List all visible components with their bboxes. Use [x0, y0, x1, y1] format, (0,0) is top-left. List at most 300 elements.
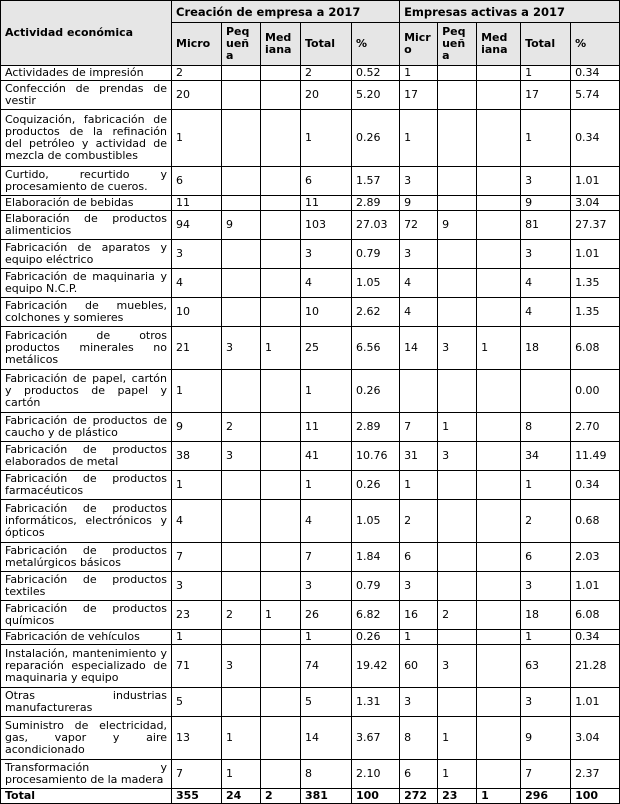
table-row: [1, 327, 620, 370]
table-row: [1, 630, 620, 645]
creation-percent-cell: 0.52: [352, 66, 400, 81]
active-micro-cell: 4: [400, 298, 438, 327]
active-total-cell: 2: [521, 500, 571, 543]
active-total-cell: 7: [521, 760, 571, 789]
activity-cell: Fabricación de muebles, colchones y somieres: [1, 298, 172, 327]
header-activity: Actividad económica: [1, 1, 172, 66]
creation-total-cell: 11: [301, 196, 352, 211]
creation-percent-cell: 1.84: [352, 543, 400, 572]
active-percent-cell: 2.37: [571, 760, 620, 789]
table-row: [1, 413, 620, 442]
active-total-cell: 18: [521, 327, 571, 370]
activity-cell: Fabricación de productos textiles: [1, 572, 172, 601]
active-total-cell: 1: [521, 471, 571, 500]
table-row: [1, 543, 620, 572]
creation-pequena-cell: [222, 370, 261, 413]
active-percent-cell: 3.04: [571, 717, 620, 760]
creation-percent-cell: 0.26: [352, 471, 400, 500]
active-percent-cell: 27.37: [571, 211, 620, 240]
table-body: [1, 66, 620, 789]
creation-micro-cell: 11: [172, 196, 222, 211]
table-row: [1, 572, 620, 601]
creation-mediana-cell: [261, 66, 301, 81]
creation-percent-cell: 0.26: [352, 110, 400, 167]
header-active-micro: Micr o: [400, 23, 438, 66]
total-creation-mediana: 2: [261, 789, 301, 804]
creation-percent-cell: 0.26: [352, 630, 400, 645]
activity-cell: Transformación y procesamiento de la madera: [1, 760, 172, 789]
active-total-cell: 9: [521, 196, 571, 211]
creation-micro-cell: 2: [172, 66, 222, 81]
creation-mediana-cell: [261, 413, 301, 442]
active-percent-cell: 0.34: [571, 110, 620, 167]
total-creation-pequena: 24: [222, 789, 261, 804]
creation-micro-cell: 1: [172, 630, 222, 645]
table-row: [1, 81, 620, 110]
active-mediana-cell: [477, 442, 521, 471]
activity-cell: Elaboración de bebidas: [1, 196, 172, 211]
creation-pequena-cell: 3: [222, 645, 261, 688]
active-micro-cell: 16: [400, 601, 438, 630]
table-row: [1, 196, 620, 211]
active-pequena-cell: 9: [438, 211, 477, 240]
creation-percent-cell: 2.89: [352, 196, 400, 211]
creation-percent-cell: 1.05: [352, 269, 400, 298]
activity-cell: Fabricación de papel, cartón y productos de papel y cartón: [1, 370, 172, 413]
creation-total-cell: 74: [301, 645, 352, 688]
active-total-cell: [521, 370, 571, 413]
active-pequena-cell: [438, 500, 477, 543]
active-micro-cell: 31: [400, 442, 438, 471]
creation-total-cell: 5: [301, 688, 352, 717]
active-mediana-cell: [477, 500, 521, 543]
creation-mediana-cell: 1: [261, 327, 301, 370]
table-row: [1, 760, 620, 789]
active-total-cell: 17: [521, 81, 571, 110]
activity-cell: Fabricación de productos metalúrgicos básicos: [1, 543, 172, 572]
creation-micro-cell: 3: [172, 572, 222, 601]
active-mediana-cell: [477, 630, 521, 645]
total-active-total: 296: [521, 789, 571, 804]
active-pequena-cell: 1: [438, 760, 477, 789]
active-percent-cell: 2.70: [571, 413, 620, 442]
active-mediana-cell: [477, 269, 521, 298]
header-active-percent: %: [571, 23, 620, 66]
active-mediana-cell: [477, 572, 521, 601]
creation-percent-cell: 5.20: [352, 81, 400, 110]
creation-micro-cell: 71: [172, 645, 222, 688]
creation-mediana-cell: [261, 370, 301, 413]
active-percent-cell: 1.01: [571, 688, 620, 717]
activity-cell: Fabricación de productos de caucho y de plástico: [1, 413, 172, 442]
creation-percent-cell: 0.26: [352, 370, 400, 413]
active-micro-cell: 3: [400, 572, 438, 601]
creation-percent-cell: 2.10: [352, 760, 400, 789]
table-row: [1, 240, 620, 269]
creation-micro-cell: 1: [172, 471, 222, 500]
header-creation-percent: %: [352, 23, 400, 66]
active-mediana-cell: 1: [477, 327, 521, 370]
creation-percent-cell: 27.03: [352, 211, 400, 240]
table-row: [1, 370, 620, 413]
creation-pequena-cell: 2: [222, 601, 261, 630]
creation-micro-cell: 4: [172, 500, 222, 543]
creation-pequena-cell: [222, 543, 261, 572]
creation-micro-cell: 38: [172, 442, 222, 471]
active-pequena-cell: 2: [438, 601, 477, 630]
active-micro-cell: 1: [400, 66, 438, 81]
table-row: [1, 471, 620, 500]
creation-total-cell: 26: [301, 601, 352, 630]
creation-total-cell: 4: [301, 269, 352, 298]
creation-total-cell: 1: [301, 370, 352, 413]
active-pequena-cell: [438, 688, 477, 717]
creation-total-cell: 1: [301, 471, 352, 500]
creation-percent-cell: 10.76: [352, 442, 400, 471]
creation-total-cell: 3: [301, 572, 352, 601]
active-percent-cell: 3.04: [571, 196, 620, 211]
header-creation-mediana: Med iana: [261, 23, 301, 66]
active-percent-cell: 2.03: [571, 543, 620, 572]
active-micro-cell: 14: [400, 327, 438, 370]
creation-percent-cell: 0.79: [352, 240, 400, 269]
active-micro-cell: 3: [400, 240, 438, 269]
active-percent-cell: 6.08: [571, 601, 620, 630]
total-active-percent: 100: [571, 789, 620, 804]
active-pequena-cell: [438, 110, 477, 167]
active-total-cell: 63: [521, 645, 571, 688]
active-pequena-cell: [438, 572, 477, 601]
activity-cell: Fabricación de maquinaria y equipo N.C.P.: [1, 269, 172, 298]
creation-mediana-cell: [261, 688, 301, 717]
active-pequena-cell: [438, 370, 477, 413]
table-row: [1, 110, 620, 167]
activity-cell: Actividades de impresión: [1, 66, 172, 81]
activity-cell: Fabricación de productos químicos: [1, 601, 172, 630]
activity-cell: Fabricación de productos elaborados de metal: [1, 442, 172, 471]
creation-total-cell: 1: [301, 110, 352, 167]
creation-pequena-cell: 3: [222, 442, 261, 471]
active-pequena-cell: [438, 66, 477, 81]
total-active-pequena: 23: [438, 789, 477, 804]
creation-micro-cell: 9: [172, 413, 222, 442]
active-pequena-cell: [438, 543, 477, 572]
creation-micro-cell: 13: [172, 717, 222, 760]
table-row: [1, 717, 620, 760]
creation-total-cell: 3: [301, 240, 352, 269]
table-row: [1, 66, 620, 81]
total-row: [1, 789, 620, 804]
active-total-cell: 6: [521, 543, 571, 572]
activity-cell: Fabricación de vehículos: [1, 630, 172, 645]
header-creation-group: Creación de empresa a 2017: [172, 1, 400, 23]
active-micro-cell: 1: [400, 630, 438, 645]
active-percent-cell: 0.34: [571, 66, 620, 81]
active-micro-cell: 1: [400, 471, 438, 500]
creation-pequena-cell: [222, 630, 261, 645]
creation-mediana-cell: 1: [261, 601, 301, 630]
creation-total-cell: 14: [301, 717, 352, 760]
table-row: [1, 167, 620, 196]
creation-pequena-cell: 2: [222, 413, 261, 442]
active-total-cell: 3: [521, 167, 571, 196]
creation-mediana-cell: [261, 196, 301, 211]
activity-cell: Elaboración de productos alimenticios: [1, 211, 172, 240]
creation-micro-cell: 1: [172, 370, 222, 413]
creation-pequena-cell: [222, 196, 261, 211]
active-mediana-cell: [477, 645, 521, 688]
active-total-cell: 9: [521, 717, 571, 760]
total-label: Total: [1, 789, 172, 804]
active-percent-cell: 1.01: [571, 167, 620, 196]
active-mediana-cell: [477, 370, 521, 413]
creation-total-cell: 6: [301, 167, 352, 196]
table-row: [1, 688, 620, 717]
activity-cell: Coquización, fabricación de productos de la refinación del petróleo y actividad de mezcla de combustibles: [1, 110, 172, 167]
active-percent-cell: 0.34: [571, 630, 620, 645]
creation-micro-cell: 6: [172, 167, 222, 196]
active-pequena-cell: 1: [438, 413, 477, 442]
creation-pequena-cell: 9: [222, 211, 261, 240]
active-percent-cell: 5.74: [571, 81, 620, 110]
active-percent-cell: 0.68: [571, 500, 620, 543]
active-micro-cell: 4: [400, 269, 438, 298]
active-micro-cell: 3: [400, 688, 438, 717]
creation-percent-cell: 0.79: [352, 572, 400, 601]
creation-total-cell: 10: [301, 298, 352, 327]
active-micro-cell: 60: [400, 645, 438, 688]
creation-pequena-cell: [222, 688, 261, 717]
creation-percent-cell: 2.89: [352, 413, 400, 442]
creation-percent-cell: 1.05: [352, 500, 400, 543]
active-mediana-cell: [477, 167, 521, 196]
creation-percent-cell: 6.56: [352, 327, 400, 370]
creation-pequena-cell: [222, 269, 261, 298]
creation-pequena-cell: [222, 500, 261, 543]
total-creation-percent: 100: [352, 789, 400, 804]
active-micro-cell: 2: [400, 500, 438, 543]
active-total-cell: 3: [521, 240, 571, 269]
creation-pequena-cell: 3: [222, 327, 261, 370]
activity-cell: Fabricación de aparatos y equipo eléctrico: [1, 240, 172, 269]
creation-mediana-cell: [261, 572, 301, 601]
active-pequena-cell: 3: [438, 645, 477, 688]
active-percent-cell: 0.00: [571, 370, 620, 413]
creation-total-cell: 7: [301, 543, 352, 572]
header-active-total: Total: [521, 23, 571, 66]
creation-micro-cell: 94: [172, 211, 222, 240]
active-pequena-cell: [438, 471, 477, 500]
creation-total-cell: 20: [301, 81, 352, 110]
table-row: [1, 298, 620, 327]
creation-micro-cell: 10: [172, 298, 222, 327]
table-row: [1, 442, 620, 471]
table-row: [1, 211, 620, 240]
active-pequena-cell: [438, 81, 477, 110]
active-micro-cell: 9: [400, 196, 438, 211]
active-micro-cell: 17: [400, 81, 438, 110]
creation-mediana-cell: [261, 717, 301, 760]
active-percent-cell: 1.01: [571, 572, 620, 601]
active-micro-cell: 72: [400, 211, 438, 240]
active-mediana-cell: [477, 413, 521, 442]
active-percent-cell: 6.08: [571, 327, 620, 370]
creation-total-cell: 1: [301, 630, 352, 645]
active-percent-cell: 1.35: [571, 298, 620, 327]
active-micro-cell: 7: [400, 413, 438, 442]
creation-mediana-cell: [261, 442, 301, 471]
creation-percent-cell: 2.62: [352, 298, 400, 327]
header-creation-micro: Micro: [172, 23, 222, 66]
total-active-micro: 272: [400, 789, 438, 804]
active-total-cell: 18: [521, 601, 571, 630]
active-mediana-cell: [477, 601, 521, 630]
header-active-pequena: Peq ueñ a: [438, 23, 477, 66]
active-pequena-cell: [438, 630, 477, 645]
creation-percent-cell: 1.31: [352, 688, 400, 717]
creation-micro-cell: 21: [172, 327, 222, 370]
creation-mediana-cell: [261, 630, 301, 645]
active-mediana-cell: [477, 717, 521, 760]
active-percent-cell: 11.49: [571, 442, 620, 471]
active-mediana-cell: [477, 211, 521, 240]
active-total-cell: 4: [521, 298, 571, 327]
creation-total-cell: 8: [301, 760, 352, 789]
creation-micro-cell: 23: [172, 601, 222, 630]
activity-cell: Curtido, recurtido y procesamiento de cueros.: [1, 167, 172, 196]
table-row: [1, 500, 620, 543]
activity-cell: Instalación, mantenimiento y reparación especializado de maquinaria y equipo: [1, 645, 172, 688]
creation-mediana-cell: [261, 240, 301, 269]
creation-mediana-cell: [261, 645, 301, 688]
creation-pequena-cell: [222, 66, 261, 81]
active-mediana-cell: [477, 110, 521, 167]
table-row: [1, 645, 620, 688]
active-mediana-cell: [477, 196, 521, 211]
active-total-cell: 8: [521, 413, 571, 442]
creation-pequena-cell: [222, 572, 261, 601]
active-mediana-cell: [477, 81, 521, 110]
header-active-mediana: Med iana: [477, 23, 521, 66]
active-pequena-cell: [438, 196, 477, 211]
active-micro-cell: 1: [400, 110, 438, 167]
creation-micro-cell: 20: [172, 81, 222, 110]
active-mediana-cell: [477, 66, 521, 81]
active-total-cell: 1: [521, 110, 571, 167]
active-total-cell: 4: [521, 269, 571, 298]
active-percent-cell: 1.01: [571, 240, 620, 269]
active-pequena-cell: [438, 269, 477, 298]
table-row: [1, 601, 620, 630]
creation-pequena-cell: [222, 110, 261, 167]
total-creation-total: 381: [301, 789, 352, 804]
activity-cell: Suministro de electricidad, gas, vapor y aire acondicionado: [1, 717, 172, 760]
creation-pequena-cell: [222, 167, 261, 196]
creation-total-cell: 2: [301, 66, 352, 81]
creation-micro-cell: 1: [172, 110, 222, 167]
active-mediana-cell: [477, 240, 521, 269]
creation-percent-cell: 19.42: [352, 645, 400, 688]
active-mediana-cell: [477, 760, 521, 789]
header-creation-total: Total: [301, 23, 352, 66]
active-pequena-cell: [438, 298, 477, 327]
creation-mediana-cell: [261, 167, 301, 196]
creation-pequena-cell: [222, 298, 261, 327]
creation-total-cell: 11: [301, 413, 352, 442]
active-total-cell: 3: [521, 688, 571, 717]
active-total-cell: 1: [521, 630, 571, 645]
creation-pequena-cell: [222, 81, 261, 110]
creation-mediana-cell: [261, 471, 301, 500]
creation-micro-cell: 5: [172, 688, 222, 717]
active-micro-cell: [400, 370, 438, 413]
creation-mediana-cell: [261, 269, 301, 298]
creation-percent-cell: 1.57: [352, 167, 400, 196]
active-total-cell: 34: [521, 442, 571, 471]
creation-mediana-cell: [261, 543, 301, 572]
header-active-group: Empresas activas a 2017: [400, 1, 620, 23]
creation-total-cell: 103: [301, 211, 352, 240]
creation-percent-cell: 6.82: [352, 601, 400, 630]
active-percent-cell: 1.35: [571, 269, 620, 298]
creation-percent-cell: 3.67: [352, 717, 400, 760]
creation-mediana-cell: [261, 110, 301, 167]
active-percent-cell: 0.34: [571, 471, 620, 500]
active-mediana-cell: [477, 471, 521, 500]
total-active-mediana: 1: [477, 789, 521, 804]
creation-mediana-cell: [261, 211, 301, 240]
active-mediana-cell: [477, 298, 521, 327]
active-total-cell: 3: [521, 572, 571, 601]
activity-cell: Fabricación de otros productos minerales no metálicos: [1, 327, 172, 370]
creation-total-cell: 41: [301, 442, 352, 471]
creation-mediana-cell: [261, 500, 301, 543]
creation-mediana-cell: [261, 760, 301, 789]
creation-total-cell: 4: [301, 500, 352, 543]
active-pequena-cell: 1: [438, 717, 477, 760]
activity-cell: Fabricación de productos informáticos, electrónicos y ópticos: [1, 500, 172, 543]
active-total-cell: 1: [521, 66, 571, 81]
creation-pequena-cell: [222, 240, 261, 269]
active-pequena-cell: [438, 240, 477, 269]
active-pequena-cell: [438, 167, 477, 196]
creation-pequena-cell: 1: [222, 760, 261, 789]
creation-micro-cell: 3: [172, 240, 222, 269]
header-creation-pequena: Peq ueñ a: [222, 23, 261, 66]
active-mediana-cell: [477, 543, 521, 572]
creation-mediana-cell: [261, 298, 301, 327]
active-micro-cell: 8: [400, 717, 438, 760]
activity-cell: Fabricación de productos farmacéuticos: [1, 471, 172, 500]
active-percent-cell: 21.28: [571, 645, 620, 688]
active-pequena-cell: 3: [438, 442, 477, 471]
table-row: [1, 269, 620, 298]
active-pequena-cell: 3: [438, 327, 477, 370]
active-mediana-cell: [477, 688, 521, 717]
activity-cell: Otras industrias manufactureras: [1, 688, 172, 717]
activity-cell: Confección de prendas de vestir: [1, 81, 172, 110]
creation-pequena-cell: 1: [222, 717, 261, 760]
active-micro-cell: 3: [400, 167, 438, 196]
creation-pequena-cell: [222, 471, 261, 500]
creation-micro-cell: 7: [172, 760, 222, 789]
creation-micro-cell: 7: [172, 543, 222, 572]
creation-micro-cell: 4: [172, 269, 222, 298]
active-micro-cell: 6: [400, 760, 438, 789]
active-total-cell: 81: [521, 211, 571, 240]
active-micro-cell: 6: [400, 543, 438, 572]
total-creation-micro: 355: [172, 789, 222, 804]
